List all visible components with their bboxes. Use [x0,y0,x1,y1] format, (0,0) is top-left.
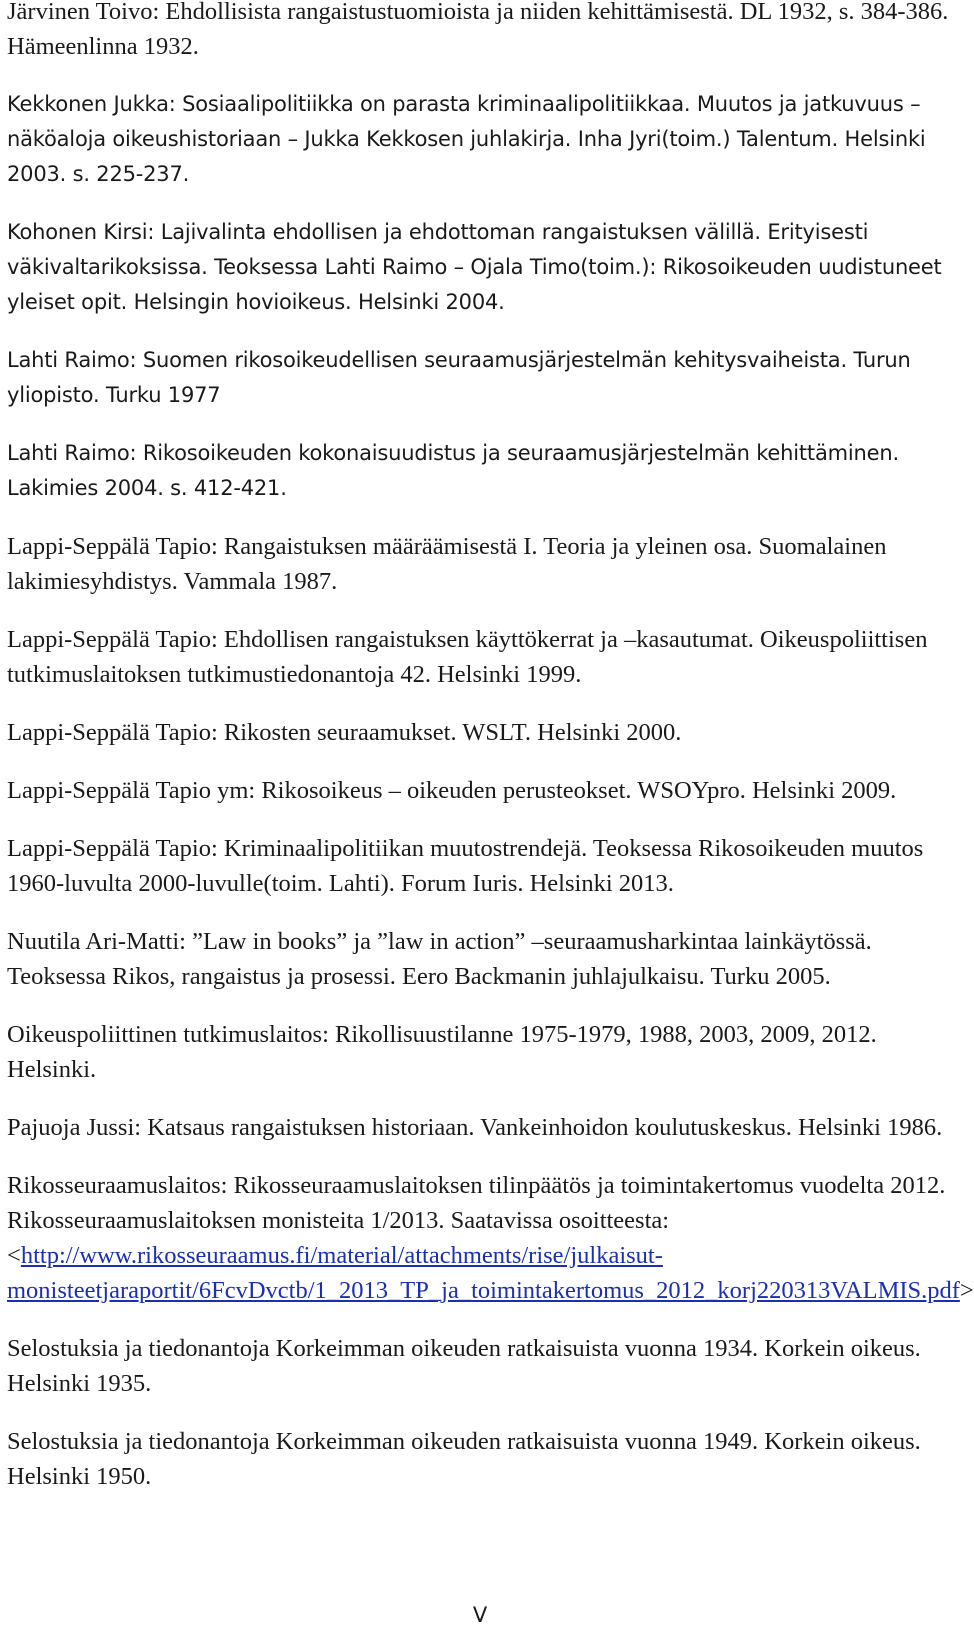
reference-entry: Kekkonen Jukka: Sosiaalipolitiikka on parasta kriminaalipolitiikkaa. Muutos ja jatkuvuus – näköaloja oikeushistoriaan – Jukka Kekkosen juhlakirja. Inha Jyri(toim.) Talentum. Helsinki 2003. s. 225-237. [7,92,926,186]
reference-entry: Nuutila Ari-Matti: ”Law in books” ja ”law in action” –seuraamusharkintaa lainkäytössä. Teoksessa Rikos, rangaistus ja prosessi. Eero Backmanin juhlajulkaisu. Turku 2005. [7,928,872,990]
reference-list [7,0,974,1517]
reference-text-end: > [959,1277,974,1304]
reference-entry: Selostuksia ja tiedonantoja Korkeimman oikeuden ratkaisuista vuonna 1949. Korkein oikeus. Helsinki 1950. [7,1428,921,1490]
reference-entry: Kohonen Kirsi: Lajivalinta ehdollisen ja ehdottoman rangaistuksen välillä. Erityisesti väkivaltarikoksissa. Teoksessa Lahti Raimo – Ojala Timo(toim.): Rikosoikeuden uudistuneet yleiset opit. Helsingin hovioikeus. Helsinki 2004. [7,220,942,314]
reference-entry: Pajuoja Jussi: Katsaus rangaistuksen historiaan. Vankeinhoidon koulutuskeskus. Helsinki 1986. [7,1114,943,1141]
reference-entry: Lappi-Seppälä Tapio: Rikosten seuraamukset. WSLT. Helsinki 2000. [7,719,682,746]
reference-entry: Lappi-Seppälä Tapio: Kriminaalipolitiikan muutostrendejä. Teoksessa Rikosoikeuden muutos 1960-luvulta 2000-luvulle(toim. Lahti). Forum Iuris. Helsinki 2013. [7,835,924,897]
reference-entry: Lappi-Seppälä Tapio ym: Rikosoikeus – oikeuden perusteokset. WSOYpro. Helsinki 2009. [7,777,897,804]
reference-entry: Oikeuspoliittinen tutkimuslaitos: Rikollisuustilanne 1975-1979, 1988, 2003, 2009, 2012. Helsinki. [7,1021,877,1083]
report-url-link[interactable]: http://www.rikosseuraamus.fi/material/attachments/rise/julkaisut-monisteetjaraportit/6FcvDvctb/1_2013_TP_ja_toimintakertomus_2012_korj220313VALMIS.pdf [7,1242,960,1304]
reference-entry-with-link [7,1168,974,1308]
reference-text: Rikosseuraamuslaitos: Rikosseuraamuslaitoksen tilinpäätös ja toimintakertomus vuodelta 2012. Rikosseuraamuslaitoksen monisteita 1/2013. Saatavissa osoitteesta: < [7,1172,946,1269]
reference-entry: Lappi-Seppälä Tapio: Ehdollisen rangaistuksen käyttökerrat ja –kasautumat. Oikeuspoliittisen tutkimuslaitoksen tutkimustiedonantoja 42. Helsinki 1999. [7,626,928,688]
reference-entry: Järvinen Toivo: Ehdollisista rangaistustuomioista ja niiden kehittämisestä. DL 1932, s. 384-386. Hämeenlinna 1932. [7,0,949,60]
reference-entry: Lahti Raimo: Rikosoikeuden kokonaisuudistus ja seuraamusjärjestelmän kehittäminen. Lakimies 2004. s. 412-421. [7,441,899,500]
reference-entry: Selostuksia ja tiedonantoja Korkeimman oikeuden ratkaisuista vuonna 1934. Korkein oikeus. Helsinki 1935. [7,1335,921,1397]
reference-entry: Lappi-Seppälä Tapio: Rangaistuksen määräämisestä I. Teoria ja yleinen osa. Suomalainen lakimiesyhdistys. Vammala 1987. [7,533,887,595]
reference-entry: Lahti Raimo: Suomen rikosoikeudellisen seuraamusjärjestelmän kehitysvaiheista. Turun yliopisto. Turku 1977 [7,348,911,407]
page-number: V [472,1603,488,1627]
